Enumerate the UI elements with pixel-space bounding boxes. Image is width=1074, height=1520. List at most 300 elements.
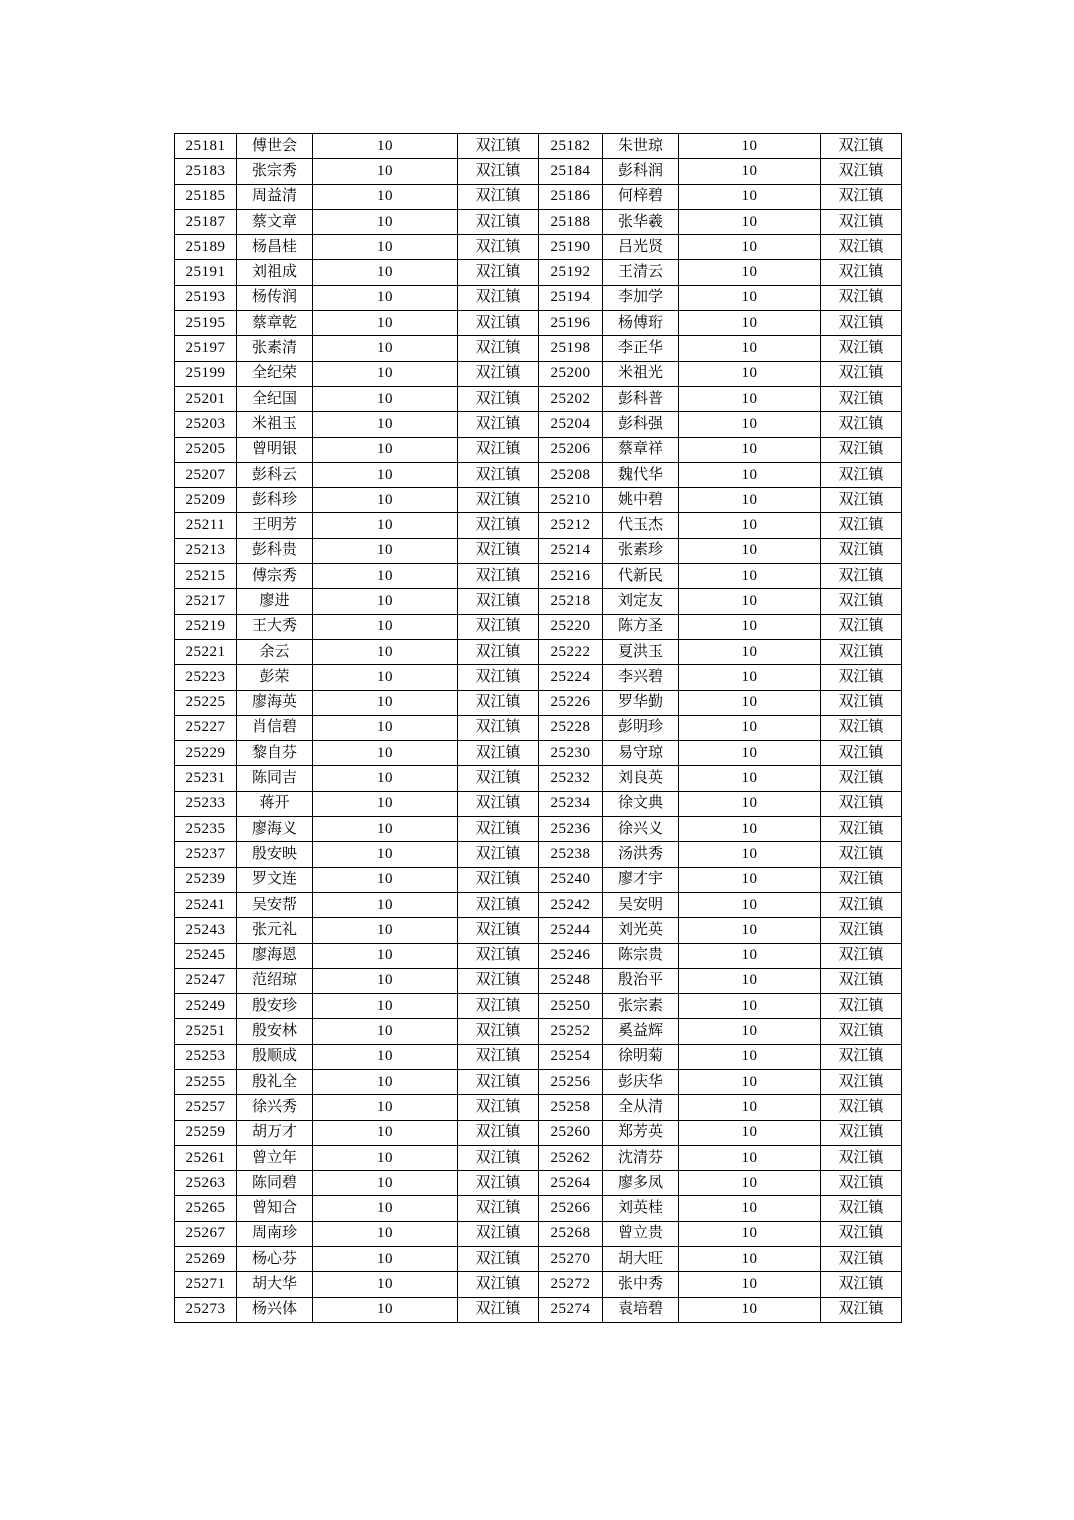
name-cell: 廖海义: [237, 817, 313, 842]
record-id-cell: 25238: [539, 842, 603, 867]
town-cell: 双江镇: [821, 791, 902, 816]
name-cell: 廖进: [237, 589, 313, 614]
record-id-cell: 25214: [539, 538, 603, 563]
table-row: [175, 462, 902, 487]
name-cell: 陈方圣: [603, 614, 679, 639]
amount-cell: 10: [313, 1272, 458, 1297]
record-id-cell: 25267: [175, 1221, 237, 1246]
name-cell: 周南珍: [237, 1221, 313, 1246]
name-cell: 彭荣: [237, 665, 313, 690]
record-id-cell: 25273: [175, 1297, 237, 1322]
town-cell: 双江镇: [458, 184, 539, 209]
town-cell: 双江镇: [821, 488, 902, 513]
town-cell: 双江镇: [458, 513, 539, 538]
amount-cell: 10: [679, 260, 821, 285]
table-body: [175, 134, 902, 1323]
town-cell: 双江镇: [458, 488, 539, 513]
amount-cell: 10: [679, 437, 821, 462]
amount-cell: 10: [679, 235, 821, 260]
table-row: [175, 994, 902, 1019]
amount-cell: 10: [679, 715, 821, 740]
record-id-cell: 25215: [175, 564, 237, 589]
table-row: [175, 665, 902, 690]
amount-cell: 10: [313, 1044, 458, 1069]
record-id-cell: 25259: [175, 1120, 237, 1145]
town-cell: 双江镇: [458, 1272, 539, 1297]
record-id-cell: 25193: [175, 285, 237, 310]
record-id-cell: 25244: [539, 918, 603, 943]
amount-cell: 10: [313, 159, 458, 184]
name-cell: 米祖玉: [237, 412, 313, 437]
amount-cell: 10: [679, 968, 821, 993]
record-id-cell: 25184: [539, 159, 603, 184]
name-cell: 张素珍: [603, 538, 679, 563]
table-row: [175, 1247, 902, 1272]
record-id-cell: 25250: [539, 994, 603, 1019]
name-cell: 杨傅珩: [603, 311, 679, 336]
table-row: [175, 1069, 902, 1094]
name-cell: 夏洪玉: [603, 639, 679, 664]
name-cell: 杨兴体: [237, 1297, 313, 1322]
name-cell: 张素清: [237, 336, 313, 361]
name-cell: 曾明银: [237, 437, 313, 462]
town-cell: 双江镇: [821, 1044, 902, 1069]
name-cell: 余云: [237, 639, 313, 664]
amount-cell: 10: [313, 1247, 458, 1272]
name-cell: 李兴碧: [603, 665, 679, 690]
table-row: [175, 918, 902, 943]
town-cell: 双江镇: [821, 1247, 902, 1272]
town-cell: 双江镇: [821, 892, 902, 917]
town-cell: 双江镇: [458, 943, 539, 968]
name-cell: 吕光贤: [603, 235, 679, 260]
name-cell: 郑芳英: [603, 1120, 679, 1145]
record-id-cell: 25235: [175, 817, 237, 842]
name-cell: 杨心芬: [237, 1247, 313, 1272]
town-cell: 双江镇: [458, 968, 539, 993]
amount-cell: 10: [313, 842, 458, 867]
town-cell: 双江镇: [458, 715, 539, 740]
town-cell: 双江镇: [821, 1095, 902, 1120]
table-row: [175, 386, 902, 411]
town-cell: 双江镇: [821, 665, 902, 690]
amount-cell: 10: [679, 285, 821, 310]
name-cell: 陈同碧: [237, 1171, 313, 1196]
town-cell: 双江镇: [458, 1171, 539, 1196]
town-cell: 双江镇: [821, 994, 902, 1019]
name-cell: 周益清: [237, 184, 313, 209]
record-id-cell: 25195: [175, 311, 237, 336]
name-cell: 张元礼: [237, 918, 313, 943]
town-cell: 双江镇: [821, 437, 902, 462]
amount-cell: 10: [313, 361, 458, 386]
amount-cell: 10: [313, 715, 458, 740]
amount-cell: 10: [679, 766, 821, 791]
amount-cell: 10: [679, 943, 821, 968]
record-id-cell: 25260: [539, 1120, 603, 1145]
name-cell: 杨昌桂: [237, 235, 313, 260]
town-cell: 双江镇: [458, 918, 539, 943]
town-cell: 双江镇: [458, 665, 539, 690]
name-cell: 王明芳: [237, 513, 313, 538]
record-id-cell: 25264: [539, 1171, 603, 1196]
amount-cell: 10: [679, 159, 821, 184]
name-cell: 范绍琼: [237, 968, 313, 993]
town-cell: 双江镇: [821, 386, 902, 411]
name-cell: 蔡文章: [237, 209, 313, 234]
amount-cell: 10: [679, 1044, 821, 1069]
table-row: [175, 1095, 902, 1120]
table-row: [175, 741, 902, 766]
table-row: [175, 1019, 902, 1044]
table-row: [175, 184, 902, 209]
amount-cell: 10: [313, 386, 458, 411]
town-cell: 双江镇: [821, 589, 902, 614]
name-cell: 全纪荣: [237, 361, 313, 386]
name-cell: 殷安映: [237, 842, 313, 867]
amount-cell: 10: [679, 791, 821, 816]
name-cell: 袁培碧: [603, 1297, 679, 1322]
record-id-cell: 25212: [539, 513, 603, 538]
record-id-cell: 25274: [539, 1297, 603, 1322]
amount-cell: 10: [313, 817, 458, 842]
record-id-cell: 25252: [539, 1019, 603, 1044]
town-cell: 双江镇: [821, 766, 902, 791]
town-cell: 双江镇: [458, 589, 539, 614]
name-cell: 彭科普: [603, 386, 679, 411]
name-cell: 李加学: [603, 285, 679, 310]
table-row: [175, 285, 902, 310]
town-cell: 双江镇: [821, 943, 902, 968]
amount-cell: 10: [313, 589, 458, 614]
table-row: [175, 488, 902, 513]
table-row: [175, 968, 902, 993]
table-row: [175, 1171, 902, 1196]
amount-cell: 10: [679, 462, 821, 487]
record-id-cell: 25232: [539, 766, 603, 791]
record-id-cell: 25268: [539, 1221, 603, 1246]
record-id-cell: 25231: [175, 766, 237, 791]
record-id-cell: 25188: [539, 209, 603, 234]
amount-cell: 10: [313, 1069, 458, 1094]
town-cell: 双江镇: [458, 285, 539, 310]
name-cell: 陈同吉: [237, 766, 313, 791]
record-id-cell: 25220: [539, 614, 603, 639]
name-cell: 王清云: [603, 260, 679, 285]
amount-cell: 10: [679, 513, 821, 538]
town-cell: 双江镇: [821, 817, 902, 842]
record-id-cell: 25187: [175, 209, 237, 234]
table-row: [175, 1272, 902, 1297]
amount-cell: 10: [679, 741, 821, 766]
amount-cell: 10: [679, 614, 821, 639]
record-id-cell: 25243: [175, 918, 237, 943]
town-cell: 双江镇: [821, 1272, 902, 1297]
town-cell: 双江镇: [458, 311, 539, 336]
town-cell: 双江镇: [821, 1297, 902, 1322]
record-id-cell: 25230: [539, 741, 603, 766]
amount-cell: 10: [313, 311, 458, 336]
table-row: [175, 235, 902, 260]
name-cell: 李正华: [603, 336, 679, 361]
amount-cell: 10: [679, 1019, 821, 1044]
town-cell: 双江镇: [458, 159, 539, 184]
town-cell: 双江镇: [458, 336, 539, 361]
town-cell: 双江镇: [458, 209, 539, 234]
record-id-cell: 25251: [175, 1019, 237, 1044]
record-id-cell: 25200: [539, 361, 603, 386]
town-cell: 双江镇: [821, 412, 902, 437]
name-cell: 徐兴秀: [237, 1095, 313, 1120]
name-cell: 蔡章乾: [237, 311, 313, 336]
table-row: [175, 361, 902, 386]
town-cell: 双江镇: [458, 412, 539, 437]
town-cell: 双江镇: [821, 639, 902, 664]
town-cell: 双江镇: [821, 260, 902, 285]
amount-cell: 10: [679, 1171, 821, 1196]
name-cell: 刘祖成: [237, 260, 313, 285]
town-cell: 双江镇: [821, 564, 902, 589]
table-row: [175, 538, 902, 563]
amount-cell: 10: [679, 134, 821, 159]
amount-cell: 10: [313, 741, 458, 766]
table-row: [175, 159, 902, 184]
record-id-cell: 25202: [539, 386, 603, 411]
name-cell: 殷安珍: [237, 994, 313, 1019]
town-cell: 双江镇: [458, 791, 539, 816]
town-cell: 双江镇: [821, 134, 902, 159]
name-cell: 殷顺成: [237, 1044, 313, 1069]
town-cell: 双江镇: [458, 690, 539, 715]
name-cell: 彭科珍: [237, 488, 313, 513]
town-cell: 双江镇: [821, 614, 902, 639]
table-row: [175, 134, 902, 159]
table-row: [175, 892, 902, 917]
table-row: [175, 791, 902, 816]
record-id-cell: 25192: [539, 260, 603, 285]
amount-cell: 10: [679, 1145, 821, 1170]
amount-cell: 10: [313, 184, 458, 209]
table-row: [175, 1120, 902, 1145]
town-cell: 双江镇: [821, 715, 902, 740]
name-cell: 刘定友: [603, 589, 679, 614]
name-cell: 徐文典: [603, 791, 679, 816]
table-row: [175, 209, 902, 234]
name-cell: 罗文连: [237, 867, 313, 892]
town-cell: 双江镇: [458, 386, 539, 411]
table-row: [175, 336, 902, 361]
record-id-cell: 25185: [175, 184, 237, 209]
town-cell: 双江镇: [821, 1069, 902, 1094]
table-row: [175, 437, 902, 462]
amount-cell: 10: [313, 614, 458, 639]
name-cell: 蒋开: [237, 791, 313, 816]
record-id-cell: 25190: [539, 235, 603, 260]
record-id-cell: 25270: [539, 1247, 603, 1272]
name-cell: 何梓碧: [603, 184, 679, 209]
amount-cell: 10: [313, 462, 458, 487]
amount-cell: 10: [313, 134, 458, 159]
table-row: [175, 1044, 902, 1069]
amount-cell: 10: [679, 209, 821, 234]
town-cell: 双江镇: [821, 1221, 902, 1246]
record-id-cell: 25269: [175, 1247, 237, 1272]
town-cell: 双江镇: [821, 918, 902, 943]
name-cell: 曾知合: [237, 1196, 313, 1221]
amount-cell: 10: [679, 842, 821, 867]
amount-cell: 10: [679, 817, 821, 842]
record-id-cell: 25217: [175, 589, 237, 614]
amount-cell: 10: [679, 488, 821, 513]
town-cell: 双江镇: [458, 867, 539, 892]
town-cell: 双江镇: [821, 1019, 902, 1044]
record-id-cell: 25181: [175, 134, 237, 159]
name-cell: 彭科贵: [237, 538, 313, 563]
amount-cell: 10: [679, 1196, 821, 1221]
table-row: [175, 715, 902, 740]
amount-cell: 10: [313, 209, 458, 234]
name-cell: 廖海恩: [237, 943, 313, 968]
town-cell: 双江镇: [458, 235, 539, 260]
amount-cell: 10: [313, 260, 458, 285]
record-id-cell: 25234: [539, 791, 603, 816]
town-cell: 双江镇: [458, 639, 539, 664]
town-cell: 双江镇: [458, 1069, 539, 1094]
record-id-cell: 25207: [175, 462, 237, 487]
record-id-cell: 25198: [539, 336, 603, 361]
amount-cell: 10: [313, 968, 458, 993]
table-row: [175, 412, 902, 437]
record-id-cell: 25271: [175, 1272, 237, 1297]
amount-cell: 10: [679, 690, 821, 715]
name-cell: 殷礼全: [237, 1069, 313, 1094]
town-cell: 双江镇: [458, 1095, 539, 1120]
name-cell: 张华羲: [603, 209, 679, 234]
town-cell: 双江镇: [458, 1247, 539, 1272]
record-id-cell: 25189: [175, 235, 237, 260]
amount-cell: 10: [313, 412, 458, 437]
amount-cell: 10: [313, 1196, 458, 1221]
name-cell: 姚中碧: [603, 488, 679, 513]
town-cell: 双江镇: [821, 867, 902, 892]
record-id-cell: 25213: [175, 538, 237, 563]
name-cell: 全纪国: [237, 386, 313, 411]
name-cell: 刘良英: [603, 766, 679, 791]
amount-cell: 10: [679, 994, 821, 1019]
amount-cell: 10: [679, 892, 821, 917]
town-cell: 双江镇: [821, 968, 902, 993]
amount-cell: 10: [679, 311, 821, 336]
town-cell: 双江镇: [821, 361, 902, 386]
record-id-cell: 25248: [539, 968, 603, 993]
amount-cell: 10: [313, 285, 458, 310]
table-row: [175, 817, 902, 842]
amount-cell: 10: [679, 1272, 821, 1297]
town-cell: 双江镇: [821, 1196, 902, 1221]
town-cell: 双江镇: [458, 766, 539, 791]
town-cell: 双江镇: [821, 209, 902, 234]
town-cell: 双江镇: [821, 842, 902, 867]
name-cell: 代玉杰: [603, 513, 679, 538]
name-cell: 殷安林: [237, 1019, 313, 1044]
town-cell: 双江镇: [458, 1044, 539, 1069]
name-cell: 沈清芬: [603, 1145, 679, 1170]
town-cell: 双江镇: [458, 1297, 539, 1322]
table-row: [175, 589, 902, 614]
table-row: [175, 513, 902, 538]
town-cell: 双江镇: [821, 741, 902, 766]
name-cell: 彭科润: [603, 159, 679, 184]
table-row: [175, 766, 902, 791]
name-cell: 易守琼: [603, 741, 679, 766]
amount-cell: 10: [679, 336, 821, 361]
data-table: [174, 133, 902, 1323]
record-id-cell: 25209: [175, 488, 237, 513]
record-id-cell: 25182: [539, 134, 603, 159]
record-id-cell: 25239: [175, 867, 237, 892]
record-id-cell: 25208: [539, 462, 603, 487]
amount-cell: 10: [313, 639, 458, 664]
name-cell: 张宗秀: [237, 159, 313, 184]
amount-cell: 10: [679, 589, 821, 614]
name-cell: 黎自芬: [237, 741, 313, 766]
town-cell: 双江镇: [821, 159, 902, 184]
name-cell: 廖才宇: [603, 867, 679, 892]
record-id-cell: 25197: [175, 336, 237, 361]
amount-cell: 10: [679, 361, 821, 386]
town-cell: 双江镇: [458, 564, 539, 589]
record-id-cell: 25255: [175, 1069, 237, 1094]
amount-cell: 10: [313, 1145, 458, 1170]
name-cell: 吴安明: [603, 892, 679, 917]
record-id-cell: 25242: [539, 892, 603, 917]
record-id-cell: 25218: [539, 589, 603, 614]
town-cell: 双江镇: [458, 361, 539, 386]
name-cell: 廖多凤: [603, 1171, 679, 1196]
amount-cell: 10: [313, 918, 458, 943]
amount-cell: 10: [313, 437, 458, 462]
amount-cell: 10: [679, 1120, 821, 1145]
name-cell: 吴安帮: [237, 892, 313, 917]
record-id-cell: 25246: [539, 943, 603, 968]
record-id-cell: 25247: [175, 968, 237, 993]
name-cell: 朱世琼: [603, 134, 679, 159]
amount-cell: 10: [679, 1069, 821, 1094]
town-cell: 双江镇: [458, 1120, 539, 1145]
record-id-cell: 25204: [539, 412, 603, 437]
record-id-cell: 25261: [175, 1145, 237, 1170]
amount-cell: 10: [313, 1221, 458, 1246]
record-id-cell: 25240: [539, 867, 603, 892]
name-cell: 米祖光: [603, 361, 679, 386]
amount-cell: 10: [679, 564, 821, 589]
table-row: [175, 639, 902, 664]
record-id-cell: 25223: [175, 665, 237, 690]
table-row: [175, 867, 902, 892]
record-id-cell: 25222: [539, 639, 603, 664]
record-id-cell: 25225: [175, 690, 237, 715]
name-cell: 陈宗贵: [603, 943, 679, 968]
name-cell: 殷治平: [603, 968, 679, 993]
name-cell: 傅世会: [237, 134, 313, 159]
amount-cell: 10: [313, 867, 458, 892]
town-cell: 双江镇: [821, 538, 902, 563]
amount-cell: 10: [679, 867, 821, 892]
record-id-cell: 25272: [539, 1272, 603, 1297]
name-cell: 彭庆华: [603, 1069, 679, 1094]
amount-cell: 10: [679, 1247, 821, 1272]
amount-cell: 10: [313, 994, 458, 1019]
